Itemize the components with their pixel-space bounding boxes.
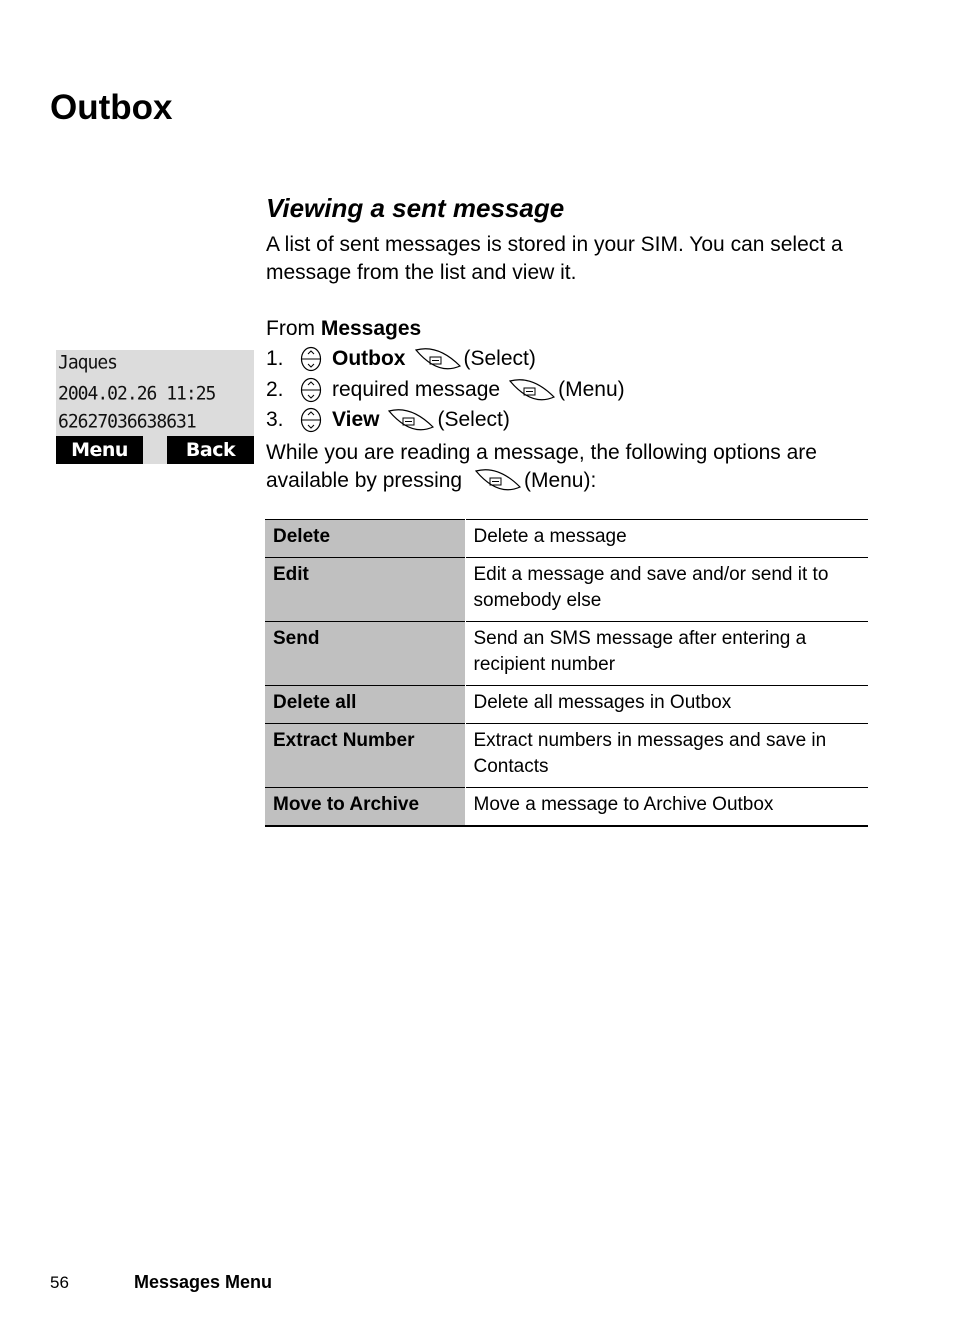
soft-key-icon [474, 467, 522, 493]
step-action: (Select) [437, 408, 510, 431]
option-description: Move a message to Archive Outbox [465, 788, 868, 827]
soft-key-icon [387, 407, 435, 433]
option-name: Extract Number [265, 724, 465, 788]
phone-number: 62627036638631 [58, 410, 196, 433]
intro-paragraph: A list of sent messages is stored in your SIM. You can select a message from the list and view it. [266, 233, 843, 284]
step-action: (Select) [463, 347, 536, 370]
option-name: Edit [265, 558, 465, 622]
table-row [265, 622, 868, 686]
option-description: Delete all messages in Outbox [465, 686, 868, 724]
step-number: 2. [266, 378, 284, 401]
step-label: required message [332, 378, 501, 401]
step-1 [266, 345, 536, 373]
option-description: Extract numbers in messages and save in Contacts [465, 724, 868, 788]
phone-softkey-bar [56, 436, 254, 464]
phone-timestamp: 2004.02.26 11:25 [58, 382, 216, 405]
phone-back-softkey: Back [167, 436, 254, 464]
soft-key-icon [414, 346, 462, 372]
table-row [265, 520, 868, 558]
options-intro-action: (Menu): [523, 469, 597, 492]
step-number: 1. [266, 347, 284, 370]
step-number: 3. [266, 408, 284, 431]
from-prefix: From [266, 317, 321, 340]
scroll-key-icon [300, 407, 322, 433]
section-title: Viewing a sent message [266, 193, 565, 223]
phone-contact-name: Jaques [58, 351, 118, 374]
phone-screen [56, 350, 254, 464]
table-row [265, 558, 868, 622]
chapter-title: Messages Menu [134, 1272, 273, 1292]
option-name: Move to Archive [265, 788, 465, 827]
step-action: (Menu) [558, 378, 625, 401]
option-description: Send an SMS message after entering a recipient number [465, 622, 868, 686]
step-3 [266, 406, 510, 434]
step-2 [266, 376, 625, 404]
options-intro-text: While you are reading a message, the following options are available by pressing [266, 441, 817, 492]
table-row [265, 788, 868, 827]
scroll-key-icon [300, 377, 322, 403]
step-label: Outbox [332, 347, 406, 370]
option-name: Delete all [265, 686, 465, 724]
from-target: Messages [320, 317, 422, 340]
scroll-key-icon [300, 346, 322, 372]
soft-key-icon [508, 377, 556, 403]
step-label: View [332, 408, 380, 431]
options-intro [266, 439, 876, 495]
table-row [265, 724, 868, 788]
from-line [266, 315, 421, 343]
table-row [265, 686, 868, 724]
options-table [265, 519, 868, 827]
option-description: Delete a message [465, 520, 868, 558]
page-title: Outbox [50, 88, 173, 127]
option-name: Send [265, 622, 465, 686]
option-name: Delete [265, 520, 465, 558]
phone-menu-softkey: Menu [56, 436, 143, 464]
page-number: 56 [50, 1273, 69, 1292]
option-description: Edit a message and save and/or send it to somebody else [465, 558, 868, 622]
